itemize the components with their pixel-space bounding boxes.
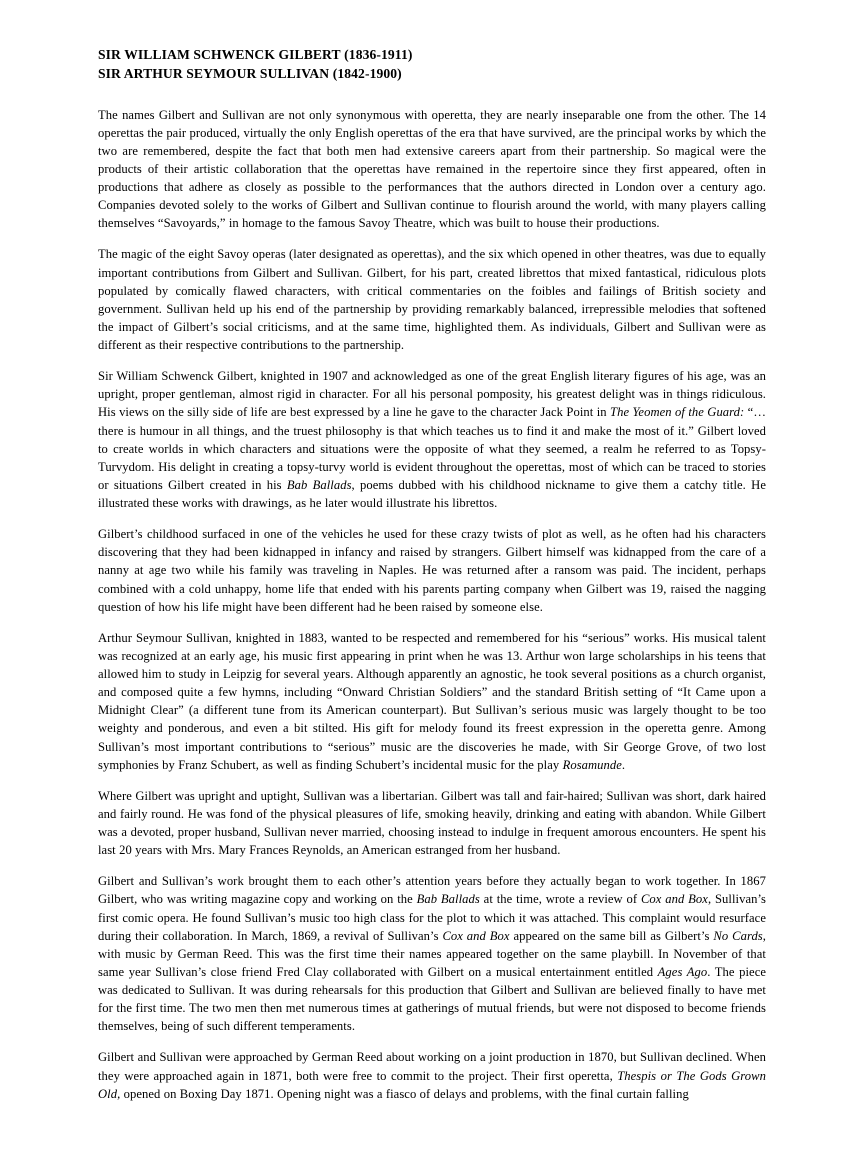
document-heading bbox=[98, 46, 766, 84]
paragraph-sullivan-bio: Arthur Seymour Sullivan, knighted in 1883, wanted to be respected and remembered for his “serious” works. His musical talent was recognized at an early age, his music first appearing in print when he was 13. Arthur won large scholarships in his teens that allowed him to study in Leipzig for several years. Although apparently an agnostic, he took several positions as a church organist, and composed quite a few hymns, including “Onward Christian Soldiers” and the standard British setting of “It Came upon a Midnight Clear” (a different tune from its American counterpart). But Sullivan’s serious music was largely thought to be too weighty and ponderous, and even a bit stilted. His gift for melody found its freest expression in the operetta genre. Among Sullivan’s most important contributions to “serious” music are the discoveries he made, with Sir George Grove, of two lost symphonies by Franz Schubert, as well as finding Schubert’s incidental music for the play Rosamunde. bbox=[98, 630, 766, 772]
paragraph-contrasts: Where Gilbert was upright and uptight, Sullivan was a libertarian. Gilbert was tall and fair-haired; Sullivan was short, dark haired and fairly round. He was fond of the physical pleasures of life, smoking heavily, drinking and eating with abandon. While Gilbert was a devoted, proper husband, Sullivan never married, choosing instead to indulge in frequent amorous encounters. He spent his last 20 years with Mrs. Mary Frances Reynolds, an American estranged from her husband. bbox=[98, 788, 766, 858]
paragraph-gilbert-childhood: Gilbert’s childhood surfaced in one of the vehicles he used for these crazy twists of plot as well, as he often had his characters discovering that they had been kidnapped in infancy and raised by strangers. Gilbert himself was kidnapped from the care of a nanny at age two while his family was traveling in Naples. He was returned after a ransom was paid. The incident, perhaps combined with a cold unhappy, home life that ended with his parents parting company when Gilbert was 19, raised the nagging question of how his life might have been different had he been raised by someone else. bbox=[98, 527, 766, 614]
paragraph-thespis: Gilbert and Sullivan were approached by German Reed about working on a joint production in 1870, but Sullivan declined. When they were approached again in 1871, both were free to commit to the project. Their first operetta, Thespis or The Gods Grown Old, opened on Boxing Day 1871. Opening night was a fiasco of delays and problems, with the final curtain falling bbox=[98, 1050, 766, 1101]
heading-dates-gilbert: (1836-1911) bbox=[340, 47, 413, 62]
paragraph-collaboration-origins: Gilbert and Sullivan’s work brought them to each other’s attention years before they actually began to work together. In 1867 Gilbert, who was writing magazine copy and working on the Bab Ballads at the time, wrote a review of Cox and Box, Sullivan’s first comic opera. He found Sullivan’s music too high class for the plot to which it was attached. This complaint would resurface during their collaboration. In March, 1869, a revival of Sullivan’s Cox and Box appeared on the same bill as Gilbert’s No Cards, with music by German Reed. This was the first time their names appeared together on the same playbill. In November of that same year Sullivan’s close friend Fred Clay collaborated with Gilbert on a musical entertainment entitled Ages Ago. The piece was dedicated to Sullivan. It was during rehearsals for this production that Gilbert and Sullivan are believed finally to have met for the first time. The two men then met numerous times at gatherings of mutual friends, but were not disposed to become friends themselves, being of such different temperaments. bbox=[98, 874, 767, 1034]
paragraph-gilbert-bio: Sir William Schwenck Gilbert, knighted in 1907 and acknowledged as one of the great English literary figures of his age, was an upright, proper gentleman, almost rigid in character. For all his personal pomposity, his greatest delight was in things ridiculous. His views on the silly side of life are best expressed by a line he gave to the character Jack Point in The Yeomen of the Guard: “…there is humour in all things, and the truest philosophy is that which teaches us to find it and make the most of it.” Gilbert loved to create worlds in which characters and situations were the opposite of what they seemed, a realm he referred to as Topsy-Turvydom. His delight in creating a topsy-turvy world is evident throughout the operettas, most of which can be traced to stories or situations Gilbert created in his Bab Ballads, poems dubbed with his childhood nickname to give them a catchy title. He illustrated these works with drawings, as he later would illustrate his librettos. bbox=[98, 369, 766, 510]
paragraph-intro: The names Gilbert and Sullivan are not only synonymous with operetta, they are nearly inseparable one from the other. The 14 operettas the pair produced, virtually the only English operettas of the era that have survived, are the principal works by which the two are remembered, despite the fact that both men had extensive careers apart from their partnership. So magical were the products of their artistic collaboration that the operettas have remained in the repertoire since they first appeared, often in productions that adhere as closely as possible to the performances that the authors directed in London over a century ago. Companies devoted solely to the works of Gilbert and Sullivan continue to flourish around the world, with many players calling themselves “Savoyards,” in homage to the famous Savoy Theatre, which was built to house their productions. bbox=[98, 107, 766, 231]
heading-name-gilbert: SIR WILLIAM SCHWENCK GILBERT bbox=[98, 47, 341, 62]
paragraph-savoy-operas: The magic of the eight Savoy operas (later designated as operettas), and the six which opened in other theatres, was due to equally important contributions from Gilbert and Sullivan. Gilbert, for his part, created librettos that mixed fantastical, ridiculous plots populated by comically flawed characters, with critical commentaries on the foibles and failings of British society and government. Sullivan held up his end of the partnership by providing remarkably balanced, irrepressible melodies that softened the impact of Gilbert’s social criticisms, and at the same time, highlighted them. As individuals, Gilbert and Sullivan were as different as their respective contributions to the partnership. bbox=[98, 247, 766, 352]
heading-line-sullivan bbox=[98, 65, 766, 84]
heading-line-gilbert bbox=[98, 46, 766, 65]
heading-name-sullivan: SIR ARTHUR SEYMOUR SULLIVAN bbox=[98, 65, 330, 81]
heading-dates-sullivan: (1842-1900) bbox=[329, 65, 402, 81]
